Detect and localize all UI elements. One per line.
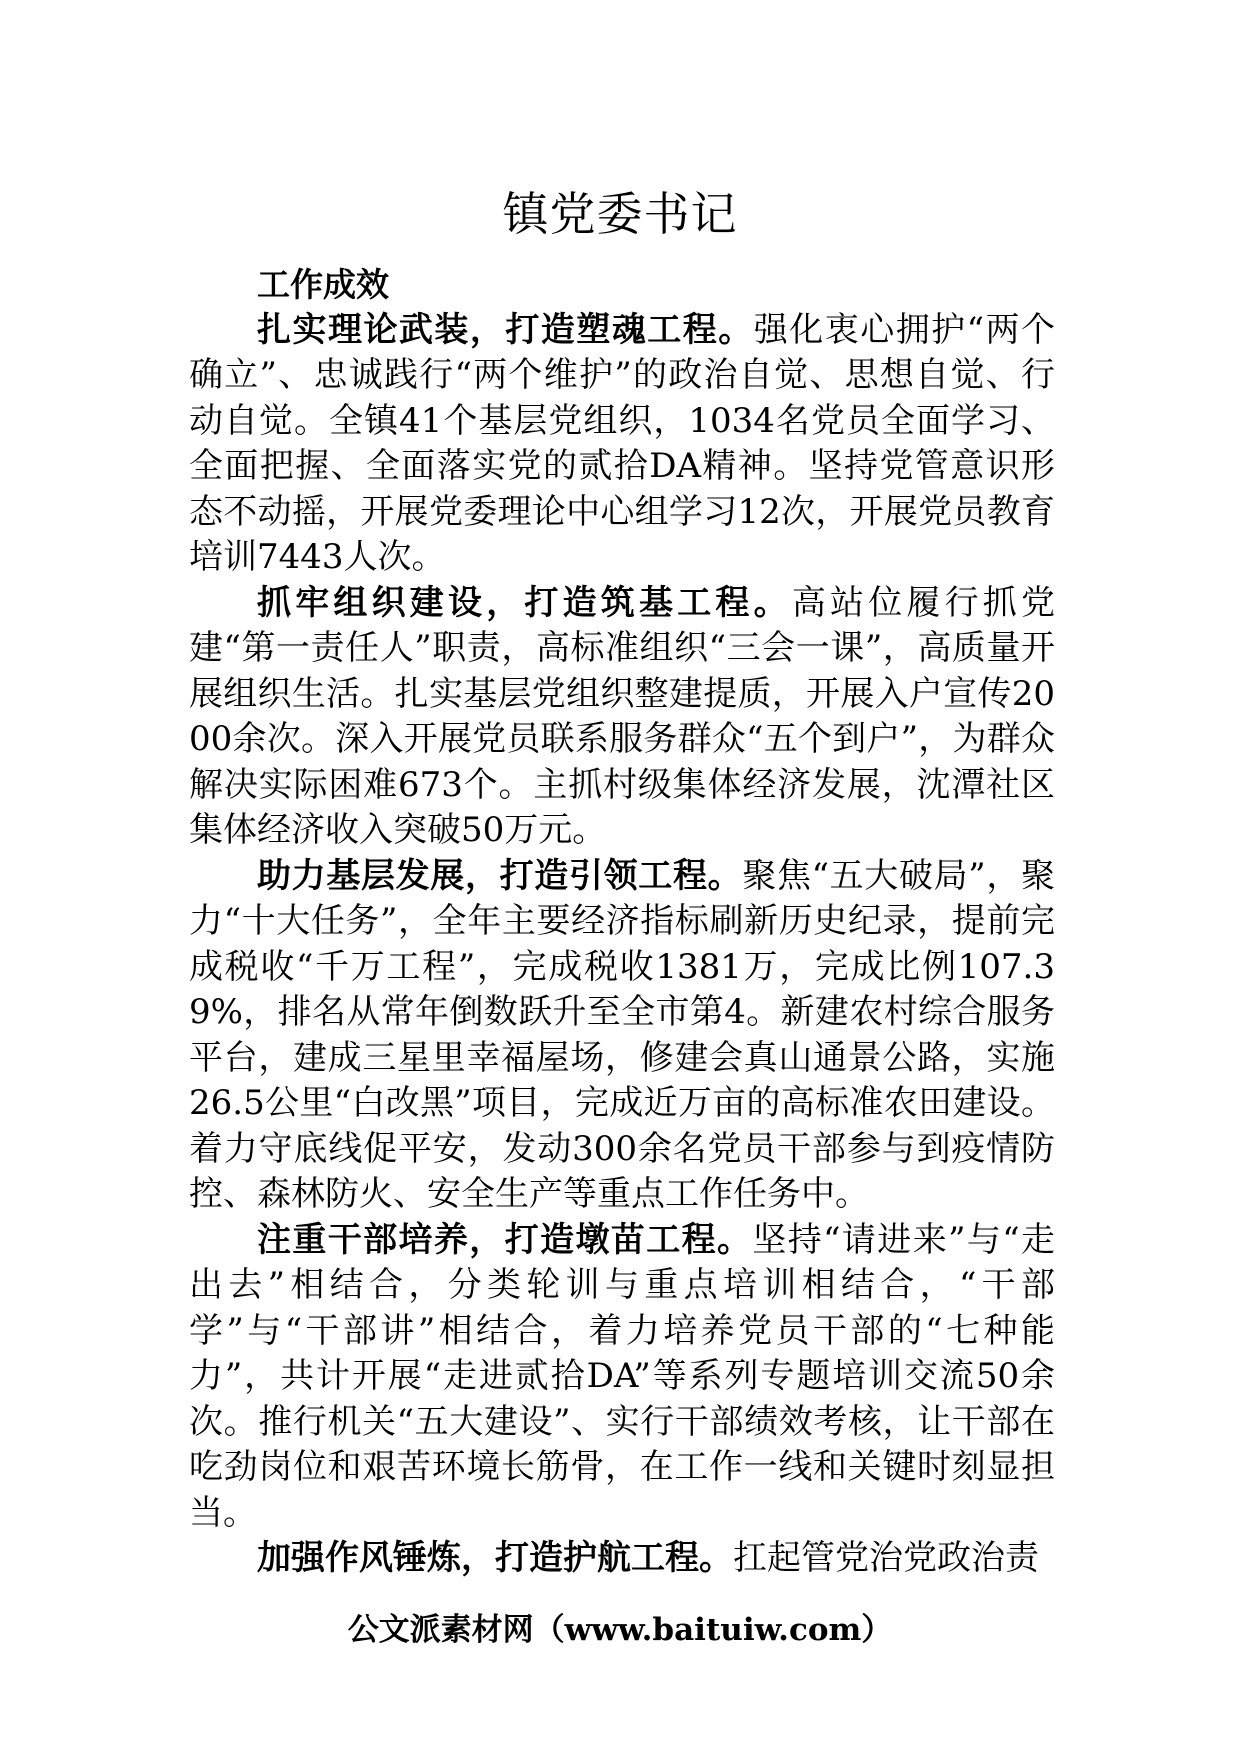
paragraph-lead: 助力基层发展，打造引领工程。 [257, 855, 743, 896]
paragraph-lead: 扎实理论武装，打造塑魂工程。 [257, 309, 754, 350]
paragraph-development [189, 854, 1055, 1218]
page-title: 镇党委书记 [502, 187, 738, 241]
footer-watermark: 公文派素材网（www.baituiw.com） [347, 1612, 893, 1648]
section-heading: 工作成效 [257, 265, 389, 304]
document-body [189, 262, 1055, 1582]
paragraph-lead: 注重干部培养，打造墩苗工程。 [257, 1219, 753, 1260]
paragraph-theory [189, 308, 1055, 581]
paragraph-organization [189, 581, 1055, 854]
paragraph-lead: 加强作风锤炼，打造护航工程。 [257, 1538, 733, 1578]
paragraph-text: 高站位履行抓党建“第一责任人”职责，高标准组织“三会一课”，高质量开展组织生活。扎实基层党组织整建提质，开展入户宣传2000余次。深入开展党员联系服务群众“五个到户”，为群众解决实际困难673个。主抓村级集体经济发展，沈潭社区集体经济收入突破50万元。 [189, 582, 1056, 850]
paragraph-cadre [189, 1218, 1055, 1537]
paragraph-text: 扛起管党治党政治责 [733, 1538, 1039, 1578]
paragraph-text: 聚焦“五大破局”，聚力“十大任务”，全年主要经济指标刷新历史纪录，提前完成税收“千万工程”，完成税收1381万，完成比例107.39%，排名从常年倒数跃升至全市第4。新建农村综合服务平台，建成三星里幸福屋场，修建会真山通景公路，实施26.5公里“白改黑”项目，完成近万亩的高标准农田建设。着力守底线促平安，发动300余名党员干部参与到疫情防控、森林防火、安全生产等重点工作任务中。 [189, 855, 1056, 1214]
paragraph-text: 强化衷心拥护“两个确立”、忠诚践行“两个维护”的政治自觉、思想自觉、行动自觉。全镇41个基层党组织，1034名党员全面学习、全面把握、全面落实党的贰拾DA精神。坚持党管意识形态不动摇，开展党委理论中心组学习12次，开展党员教育培训7443人次。 [189, 309, 1056, 577]
paragraph-lead: 抓牢组织建设，打造筑基工程。 [257, 582, 792, 623]
paragraph-text: 坚持“请进来”与“走出去”相结合，分类轮训与重点培训相结合，“干部学”与“干部讲”相结合，着力培养党员干部的“七种能力”，共计开展“走进贰拾DA”等系列专题培训交流50余次。推行机关“五大建设”、实行干部绩效考核，让干部在吃劲岗位和艰苦环境长筋骨，在工作一线和关键时刻显担当。 [189, 1219, 1055, 1533]
paragraph-style [189, 1536, 1055, 1582]
